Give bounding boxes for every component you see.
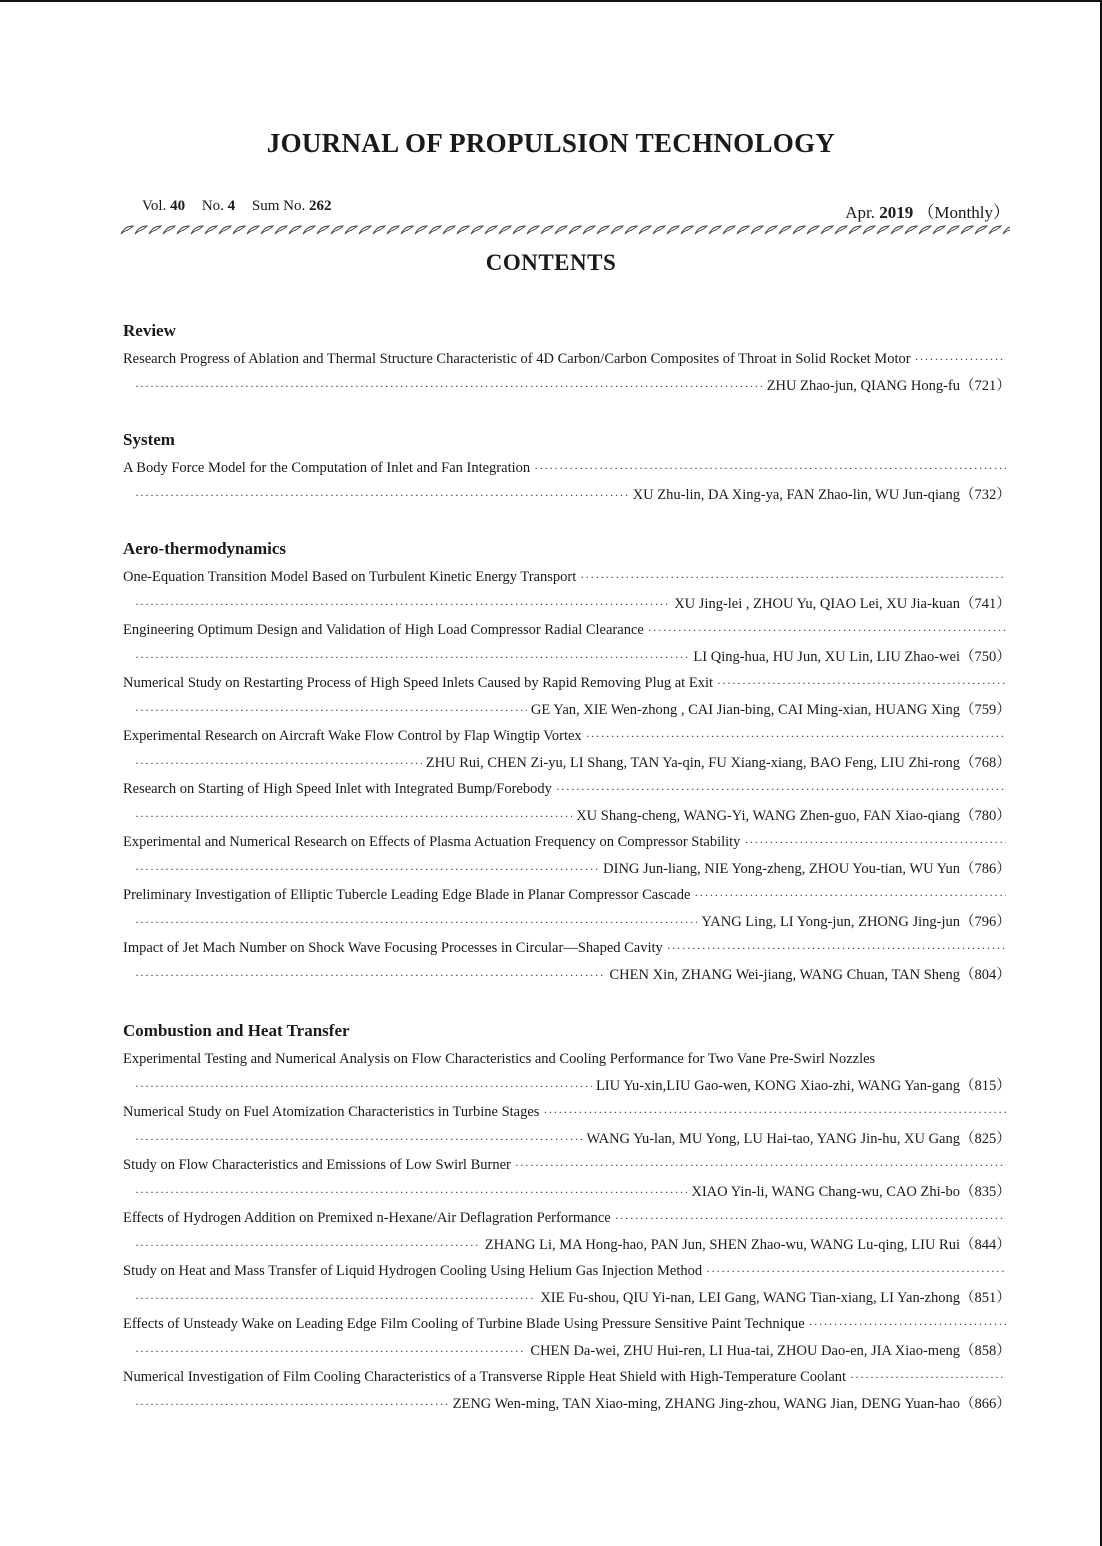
article-authors: ZENG Wen-ming, TAN Xiao-ming, ZHANG Jing-zhou, WANG Jian, DENG Yuan-hao — [452, 1395, 960, 1412]
toc-entry[interactable] — [123, 776, 1010, 829]
dot-leader — [135, 644, 689, 671]
ornament-divider — [120, 224, 1010, 236]
toc-entry[interactable] — [123, 455, 1010, 508]
article-authors: LI Qing-hua, HU Jun, XU Lin, LIU Zhao-wei — [693, 648, 960, 665]
page-number: （866） — [960, 1395, 1011, 1412]
dot-leader — [809, 1311, 1006, 1338]
sum-number: 262 — [309, 198, 332, 214]
dot-leader — [706, 1258, 1006, 1285]
dot-leader — [615, 1205, 1006, 1232]
toc-entry[interactable] — [123, 1258, 1010, 1311]
article-title: Numerical Study on Fuel Atomization Characteristics in Turbine Stages — [123, 1104, 540, 1120]
toc-entry[interactable] — [123, 1311, 1010, 1364]
dot-leader — [135, 591, 670, 618]
dot-leader — [556, 776, 1006, 803]
toc-entry[interactable] — [123, 829, 1010, 882]
contents-heading: CONTENTS — [485, 250, 617, 275]
page-number: （844） — [960, 1236, 1011, 1253]
article-title: Experimental Testing and Numerical Analysis on Flow Characteristics and Cooling Performance for Two Vane Pre-Swirl Nozzles — [123, 1051, 876, 1067]
dot-leader — [717, 670, 1006, 697]
section-combustion-heat-transfer — [123, 1016, 1010, 1417]
issue-date — [845, 198, 1010, 223]
toc-entry[interactable] — [123, 1364, 1010, 1417]
page-number: （858） — [960, 1342, 1011, 1359]
toc-entry[interactable] — [123, 617, 1010, 670]
article-authors: YANG Ling, LI Yong-jun, ZHONG Jing-jun — [701, 913, 960, 930]
section-title: System — [123, 430, 175, 449]
page-number: （768） — [960, 754, 1011, 771]
page-number: （804） — [960, 966, 1011, 983]
dot-leader — [543, 1099, 1006, 1126]
page-number: （750） — [960, 648, 1011, 665]
toc-entry[interactable] — [123, 882, 1010, 935]
toc-entry[interactable] — [123, 935, 1010, 988]
toc-entry[interactable] — [123, 1205, 1010, 1258]
dot-leader — [135, 856, 599, 883]
article-title: A Body Force Model for the Computation of Inlet and Fan Integration — [123, 460, 531, 476]
dot-leader — [135, 750, 422, 777]
article-title: Experimental and Numerical Research on Effects of Plasma Actuation Frequency on Compressor Stability — [123, 834, 741, 850]
dot-leader — [135, 909, 697, 936]
journal-title: JOURNAL OF PROPULSION TECHNOLOGY — [266, 128, 836, 158]
section-review — [123, 316, 1010, 399]
article-title: Preliminary Investigation of Elliptic Tubercle Leading Edge Blade in Planar Compressor Cascade — [123, 887, 691, 903]
article-title: Study on Flow Characteristics and Emissions of Low Swirl Burner — [123, 1157, 511, 1173]
dot-leader — [648, 617, 1006, 644]
dot-leader — [135, 1073, 592, 1100]
article-title: One-Equation Transition Model Based on Turbulent Kinetic Energy Transport — [123, 569, 577, 585]
page-number: （835） — [960, 1183, 1011, 1200]
dot-leader — [915, 346, 1006, 373]
page-number: （732） — [960, 486, 1011, 503]
article-authors: XU Jing-lei , ZHOU Yu, QIAO Lei, XU Jia-kuan — [674, 595, 960, 612]
dot-leader — [135, 1126, 583, 1153]
toc-entry[interactable] — [123, 346, 1010, 399]
article-authors: XIAO Yin-li, WANG Chang-wu, CAO Zhi-bo — [691, 1183, 960, 1200]
dot-leader — [534, 455, 1006, 482]
toc-entry[interactable] — [123, 723, 1010, 776]
dot-leader — [135, 962, 606, 989]
page-number: （825） — [960, 1130, 1011, 1147]
page-number: （780） — [960, 807, 1011, 824]
dot-leader — [135, 373, 763, 400]
dot-leader — [580, 564, 1006, 591]
section-title: Aero-thermodynamics — [123, 539, 287, 558]
toc-entry[interactable] — [123, 564, 1010, 617]
article-authors: CHEN Da-wei, ZHU Hui-ren, LI Hua-tai, ZHOU Dao-en, JIA Xiao-meng — [530, 1342, 960, 1359]
page-number: （815） — [960, 1077, 1011, 1094]
article-title: Effects of Unsteady Wake on Leading Edge Film Cooling of Turbine Blade Using Pressure Sensitive Paint Technique — [123, 1316, 805, 1332]
article-title: Numerical Study on Restarting Process of High Speed Inlets Caused by Rapid Removing Plug at Exit — [123, 675, 713, 691]
toc-entry[interactable] — [123, 1099, 1010, 1152]
article-authors: XU Zhu-lin, DA Xing-ya, FAN Zhao-lin, WU Jun-qiang — [632, 486, 960, 503]
toc-entry[interactable] — [123, 1046, 1010, 1099]
issue-year: 2019 — [879, 203, 914, 222]
article-authors: LIU Yu-xin,LIU Gao-wen, KONG Xiao-zhi, WANG Yan-gang — [595, 1077, 960, 1094]
vol-number: 40 — [170, 198, 186, 214]
article-authors: CHEN Xin, ZHANG Wei-jiang, WANG Chuan, TAN Sheng — [609, 966, 960, 983]
dot-leader — [586, 723, 1006, 750]
issue-number: 4 — [227, 198, 236, 214]
dot-leader — [135, 1232, 481, 1259]
issue-month: Apr. — [845, 203, 875, 222]
dot-leader — [135, 1338, 526, 1365]
article-title: Study on Heat and Mass Transfer of Liquid Hydrogen Cooling Using Helium Gas Injection Method — [123, 1263, 703, 1279]
dot-leader — [744, 829, 1006, 856]
dot-leader — [667, 935, 1006, 962]
page-number: （851） — [960, 1289, 1011, 1306]
toc-entry[interactable] — [123, 670, 1010, 723]
article-authors: ZHU Zhao-jun, QIANG Hong-fu — [766, 377, 960, 394]
article-title: Numerical Investigation of Film Cooling Characteristics of a Transverse Ripple Heat Shield with High-Temperature Coolant — [123, 1369, 847, 1385]
article-authors: XU Shang-cheng, WANG-Yi, WANG Zhen-guo, FAN Xiao-qiang — [576, 807, 960, 824]
article-authors: ZHU Rui, CHEN Zi-yu, LI Shang, TAN Ya-qin, FU Xiang-xiang, BAO Feng, LIU Zhi-rong — [425, 754, 960, 771]
section-title: Review — [123, 321, 176, 340]
sum-label: Sum No. — [251, 198, 306, 214]
issue-frequency: （Monthly） — [917, 203, 1010, 222]
article-title: Impact of Jet Mach Number on Shock Wave Focusing Processes in Circular—Shaped Cavity — [123, 940, 663, 956]
article-authors: ZHANG Li, MA Hong-hao, PAN Jun, SHEN Zhao-wu, WANG Lu-qing, LIU Rui — [484, 1236, 960, 1253]
article-title: Research on Starting of High Speed Inlet with Integrated Bump/Forebody — [123, 781, 552, 797]
page-number: （721） — [960, 377, 1011, 394]
dot-leader — [135, 1285, 536, 1312]
article-title: Research Progress of Ablation and Thermal Structure Characteristic of 4D Carbon/Carbon Composites of Throat in Solid Rocket Motor — [123, 351, 911, 367]
dot-leader — [135, 482, 629, 509]
dot-leader — [135, 697, 527, 724]
dot-leader — [135, 803, 572, 830]
toc-entry[interactable] — [123, 1152, 1010, 1205]
article-title: Engineering Optimum Design and Validation of High Load Compressor Radial Clearance — [123, 622, 644, 638]
page-number: （786） — [960, 860, 1011, 877]
dot-leader — [850, 1364, 1006, 1391]
page-border-top — [0, 0, 1102, 2]
dot-leader — [515, 1152, 1006, 1179]
page-number: （796） — [960, 913, 1011, 930]
article-title: Effects of Hydrogen Addition on Premixed n-Hexane/Air Deflagration Performance — [123, 1210, 611, 1226]
issue-info — [142, 198, 332, 215]
section-title: Combustion and Heat Transfer — [123, 1021, 350, 1040]
article-authors: WANG Yu-lan, MU Yong, LU Hai-tao, YANG Jin-hu, XU Gang — [586, 1130, 960, 1147]
section-aero-thermodynamics — [123, 534, 1010, 988]
article-authors: XIE Fu-shou, QIU Yi-nan, LEI Gang, WANG Tian-xiang, LI Yan-zhong — [540, 1289, 960, 1306]
section-system — [123, 425, 1010, 508]
dot-leader — [694, 882, 1006, 909]
article-authors: DING Jun-liang, NIE Yong-zheng, ZHOU You-tian, WU Yun — [603, 860, 960, 877]
page-number: （759） — [960, 701, 1011, 718]
no-label: No. — [201, 198, 224, 214]
page-number: （741） — [960, 595, 1011, 612]
dot-leader — [135, 1179, 687, 1206]
dot-leader — [135, 1391, 449, 1418]
vol-label: Vol. — [142, 198, 167, 214]
article-authors: GE Yan, XIE Wen-zhong , CAI Jian-bing, CAI Ming-xian, HUANG Xing — [530, 701, 960, 718]
article-title: Experimental Research on Aircraft Wake Flow Control by Flap Wingtip Vortex — [123, 728, 582, 744]
